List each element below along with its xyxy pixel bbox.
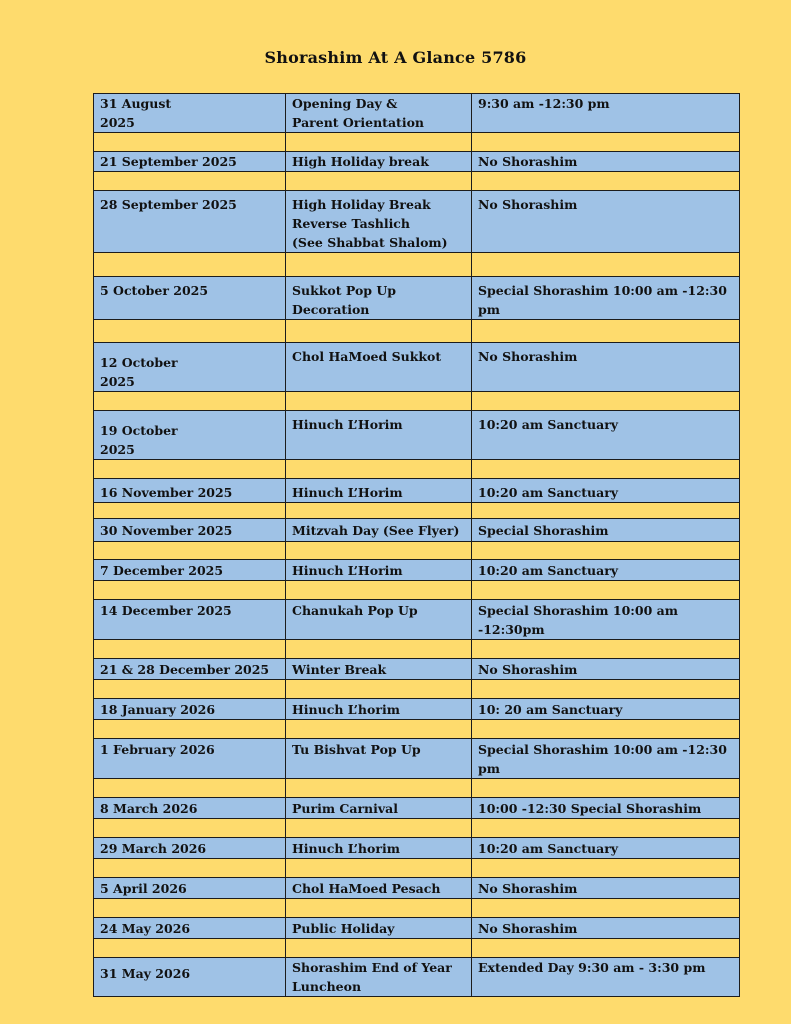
spacer-cell bbox=[286, 640, 472, 659]
table-row bbox=[94, 600, 740, 640]
spacer-row bbox=[94, 133, 740, 152]
spacer-cell bbox=[472, 939, 740, 958]
spacer-cell bbox=[94, 720, 286, 739]
spacer-cell bbox=[94, 680, 286, 699]
cell-time: 10: 20 am Sanctuary bbox=[472, 699, 740, 720]
spacer-row bbox=[94, 680, 740, 699]
spacer-cell bbox=[94, 640, 286, 659]
table-row bbox=[94, 798, 740, 819]
cell-date: 21 & 28 December 2025 bbox=[94, 659, 286, 680]
spacer-cell bbox=[472, 460, 740, 479]
cell-time: No Shorashim bbox=[472, 878, 740, 899]
spacer-cell bbox=[472, 172, 740, 191]
spacer-cell bbox=[286, 899, 472, 918]
spacer-cell bbox=[286, 819, 472, 838]
spacer-cell bbox=[286, 581, 472, 600]
table-row bbox=[94, 94, 740, 133]
table-row bbox=[94, 191, 740, 253]
spacer-cell bbox=[472, 320, 740, 343]
spacer-row bbox=[94, 819, 740, 838]
cell-date: 18 January 2026 bbox=[94, 699, 286, 720]
spacer-row bbox=[94, 640, 740, 659]
spacer-cell bbox=[286, 460, 472, 479]
table-row bbox=[94, 918, 740, 939]
spacer-cell bbox=[286, 133, 472, 152]
spacer-row bbox=[94, 253, 740, 277]
spacer-cell bbox=[94, 819, 286, 838]
cell-time: No Shorashim bbox=[472, 659, 740, 680]
table-row bbox=[94, 519, 740, 542]
table-row bbox=[94, 958, 740, 997]
cell-event: Hinuch L’Horim bbox=[286, 411, 472, 460]
spacer-cell bbox=[286, 680, 472, 699]
table-row bbox=[94, 411, 740, 460]
spacer-cell bbox=[94, 939, 286, 958]
spacer-cell bbox=[94, 899, 286, 918]
cell-event: Chanukah Pop Up bbox=[286, 600, 472, 640]
spacer-cell bbox=[472, 779, 740, 798]
spacer-cell bbox=[472, 581, 740, 600]
spacer-cell bbox=[286, 939, 472, 958]
table-row bbox=[94, 152, 740, 172]
spacer-cell bbox=[286, 542, 472, 560]
cell-event: Mitzvah Day (See Flyer) bbox=[286, 519, 472, 542]
cell-time: Special Shorashim 10:00 am -12:30 pm bbox=[472, 739, 740, 779]
spacer-cell bbox=[472, 392, 740, 411]
cell-date: 5 April 2026 bbox=[94, 878, 286, 899]
spacer-cell bbox=[94, 779, 286, 798]
spacer-row bbox=[94, 460, 740, 479]
spacer-row bbox=[94, 172, 740, 191]
cell-time: No Shorashim bbox=[472, 918, 740, 939]
cell-time: No Shorashim bbox=[472, 152, 740, 172]
spacer-cell bbox=[472, 640, 740, 659]
table-row bbox=[94, 659, 740, 680]
spacer-cell bbox=[472, 859, 740, 878]
cell-date: 1 February 2026 bbox=[94, 739, 286, 779]
cell-time: 10:00 -12:30 Special Shorashim bbox=[472, 798, 740, 819]
cell-time: 10:20 am Sanctuary bbox=[472, 560, 740, 581]
spacer-cell bbox=[94, 859, 286, 878]
cell-event: Tu Bishvat Pop Up bbox=[286, 739, 472, 779]
cell-date: 30 November 2025 bbox=[94, 519, 286, 542]
spacer-cell bbox=[94, 503, 286, 519]
spacer-row bbox=[94, 392, 740, 411]
spacer-row bbox=[94, 899, 740, 918]
cell-time: No Shorashim bbox=[472, 343, 740, 392]
spacer-row bbox=[94, 320, 740, 343]
spacer-row bbox=[94, 779, 740, 798]
spacer-cell bbox=[94, 581, 286, 600]
spacer-cell bbox=[94, 392, 286, 411]
spacer-cell bbox=[94, 172, 286, 191]
cell-time: 10:20 am Sanctuary bbox=[472, 479, 740, 503]
cell-event: Purim Carnival bbox=[286, 798, 472, 819]
spacer-cell bbox=[286, 859, 472, 878]
spacer-row bbox=[94, 503, 740, 519]
spacer-cell bbox=[286, 172, 472, 191]
cell-event: Hinuch L’horim bbox=[286, 838, 472, 859]
spacer-cell bbox=[94, 460, 286, 479]
spacer-row bbox=[94, 542, 740, 560]
spacer-row bbox=[94, 859, 740, 878]
cell-date: 21 September 2025 bbox=[94, 152, 286, 172]
cell-date: 31 August 2025 bbox=[94, 94, 286, 133]
spacer-cell bbox=[94, 253, 286, 277]
cell-date: 24 May 2026 bbox=[94, 918, 286, 939]
spacer-cell bbox=[94, 320, 286, 343]
cell-date: 19 October 2025 bbox=[94, 411, 286, 460]
cell-time: No Shorashim bbox=[472, 191, 740, 253]
cell-event: Hinuch L’Horim bbox=[286, 560, 472, 581]
spacer-cell bbox=[472, 720, 740, 739]
cell-event: Hinuch L’Horim bbox=[286, 479, 472, 503]
cell-time: Special Shorashim 10:00 am -12:30 pm bbox=[472, 277, 740, 320]
cell-time: Special Shorashim bbox=[472, 519, 740, 542]
cell-date: 8 March 2026 bbox=[94, 798, 286, 819]
spacer-cell bbox=[286, 320, 472, 343]
schedule-table bbox=[93, 93, 740, 997]
cell-event: High Holiday break bbox=[286, 152, 472, 172]
cell-event: Sukkot Pop Up Decoration bbox=[286, 277, 472, 320]
spacer-cell bbox=[286, 720, 472, 739]
cell-time: 9:30 am -12:30 pm bbox=[472, 94, 740, 133]
table-row bbox=[94, 479, 740, 503]
table-row bbox=[94, 343, 740, 392]
cell-event: Chol HaMoed Sukkot bbox=[286, 343, 472, 392]
cell-event: Opening Day & Parent Orientation bbox=[286, 94, 472, 133]
cell-event: High Holiday Break Reverse Tashlich (See Shabbat Shalom) bbox=[286, 191, 472, 253]
spacer-cell bbox=[472, 542, 740, 560]
spacer-cell bbox=[472, 503, 740, 519]
spacer-cell bbox=[472, 899, 740, 918]
spacer-row bbox=[94, 720, 740, 739]
spacer-row bbox=[94, 939, 740, 958]
table-row bbox=[94, 838, 740, 859]
cell-event: Public Holiday bbox=[286, 918, 472, 939]
cell-event: Winter Break bbox=[286, 659, 472, 680]
cell-event: Chol HaMoed Pesach bbox=[286, 878, 472, 899]
table-row bbox=[94, 739, 740, 779]
cell-date: 14 December 2025 bbox=[94, 600, 286, 640]
spacer-cell bbox=[94, 542, 286, 560]
cell-date: 28 September 2025 bbox=[94, 191, 286, 253]
table-row bbox=[94, 699, 740, 720]
spacer-cell bbox=[472, 253, 740, 277]
cell-date: 7 December 2025 bbox=[94, 560, 286, 581]
spacer-cell bbox=[94, 133, 286, 152]
spacer-row bbox=[94, 581, 740, 600]
cell-date: 29 March 2026 bbox=[94, 838, 286, 859]
cell-time: 10:20 am Sanctuary bbox=[472, 411, 740, 460]
page-title: Shorashim At A Glance 5786 bbox=[264, 48, 527, 67]
spacer-cell bbox=[472, 819, 740, 838]
table-row bbox=[94, 277, 740, 320]
spacer-cell bbox=[286, 253, 472, 277]
cell-time: Special Shorashim 10:00 am -12:30pm bbox=[472, 600, 740, 640]
table-row bbox=[94, 878, 740, 899]
table-row bbox=[94, 560, 740, 581]
spacer-cell bbox=[286, 779, 472, 798]
spacer-cell bbox=[286, 392, 472, 411]
cell-date: 31 May 2026 bbox=[94, 958, 286, 997]
cell-event: Shorashim End of Year Luncheon bbox=[286, 958, 472, 997]
cell-date: 5 October 2025 bbox=[94, 277, 286, 320]
spacer-cell bbox=[472, 133, 740, 152]
cell-date: 16 November 2025 bbox=[94, 479, 286, 503]
cell-event: Hinuch L’horim bbox=[286, 699, 472, 720]
schedule-body bbox=[94, 94, 740, 997]
spacer-cell bbox=[286, 503, 472, 519]
cell-date: 12 October 2025 bbox=[94, 343, 286, 392]
cell-time: 10:20 am Sanctuary bbox=[472, 838, 740, 859]
cell-time: Extended Day 9:30 am - 3:30 pm bbox=[472, 958, 740, 997]
spacer-cell bbox=[472, 680, 740, 699]
